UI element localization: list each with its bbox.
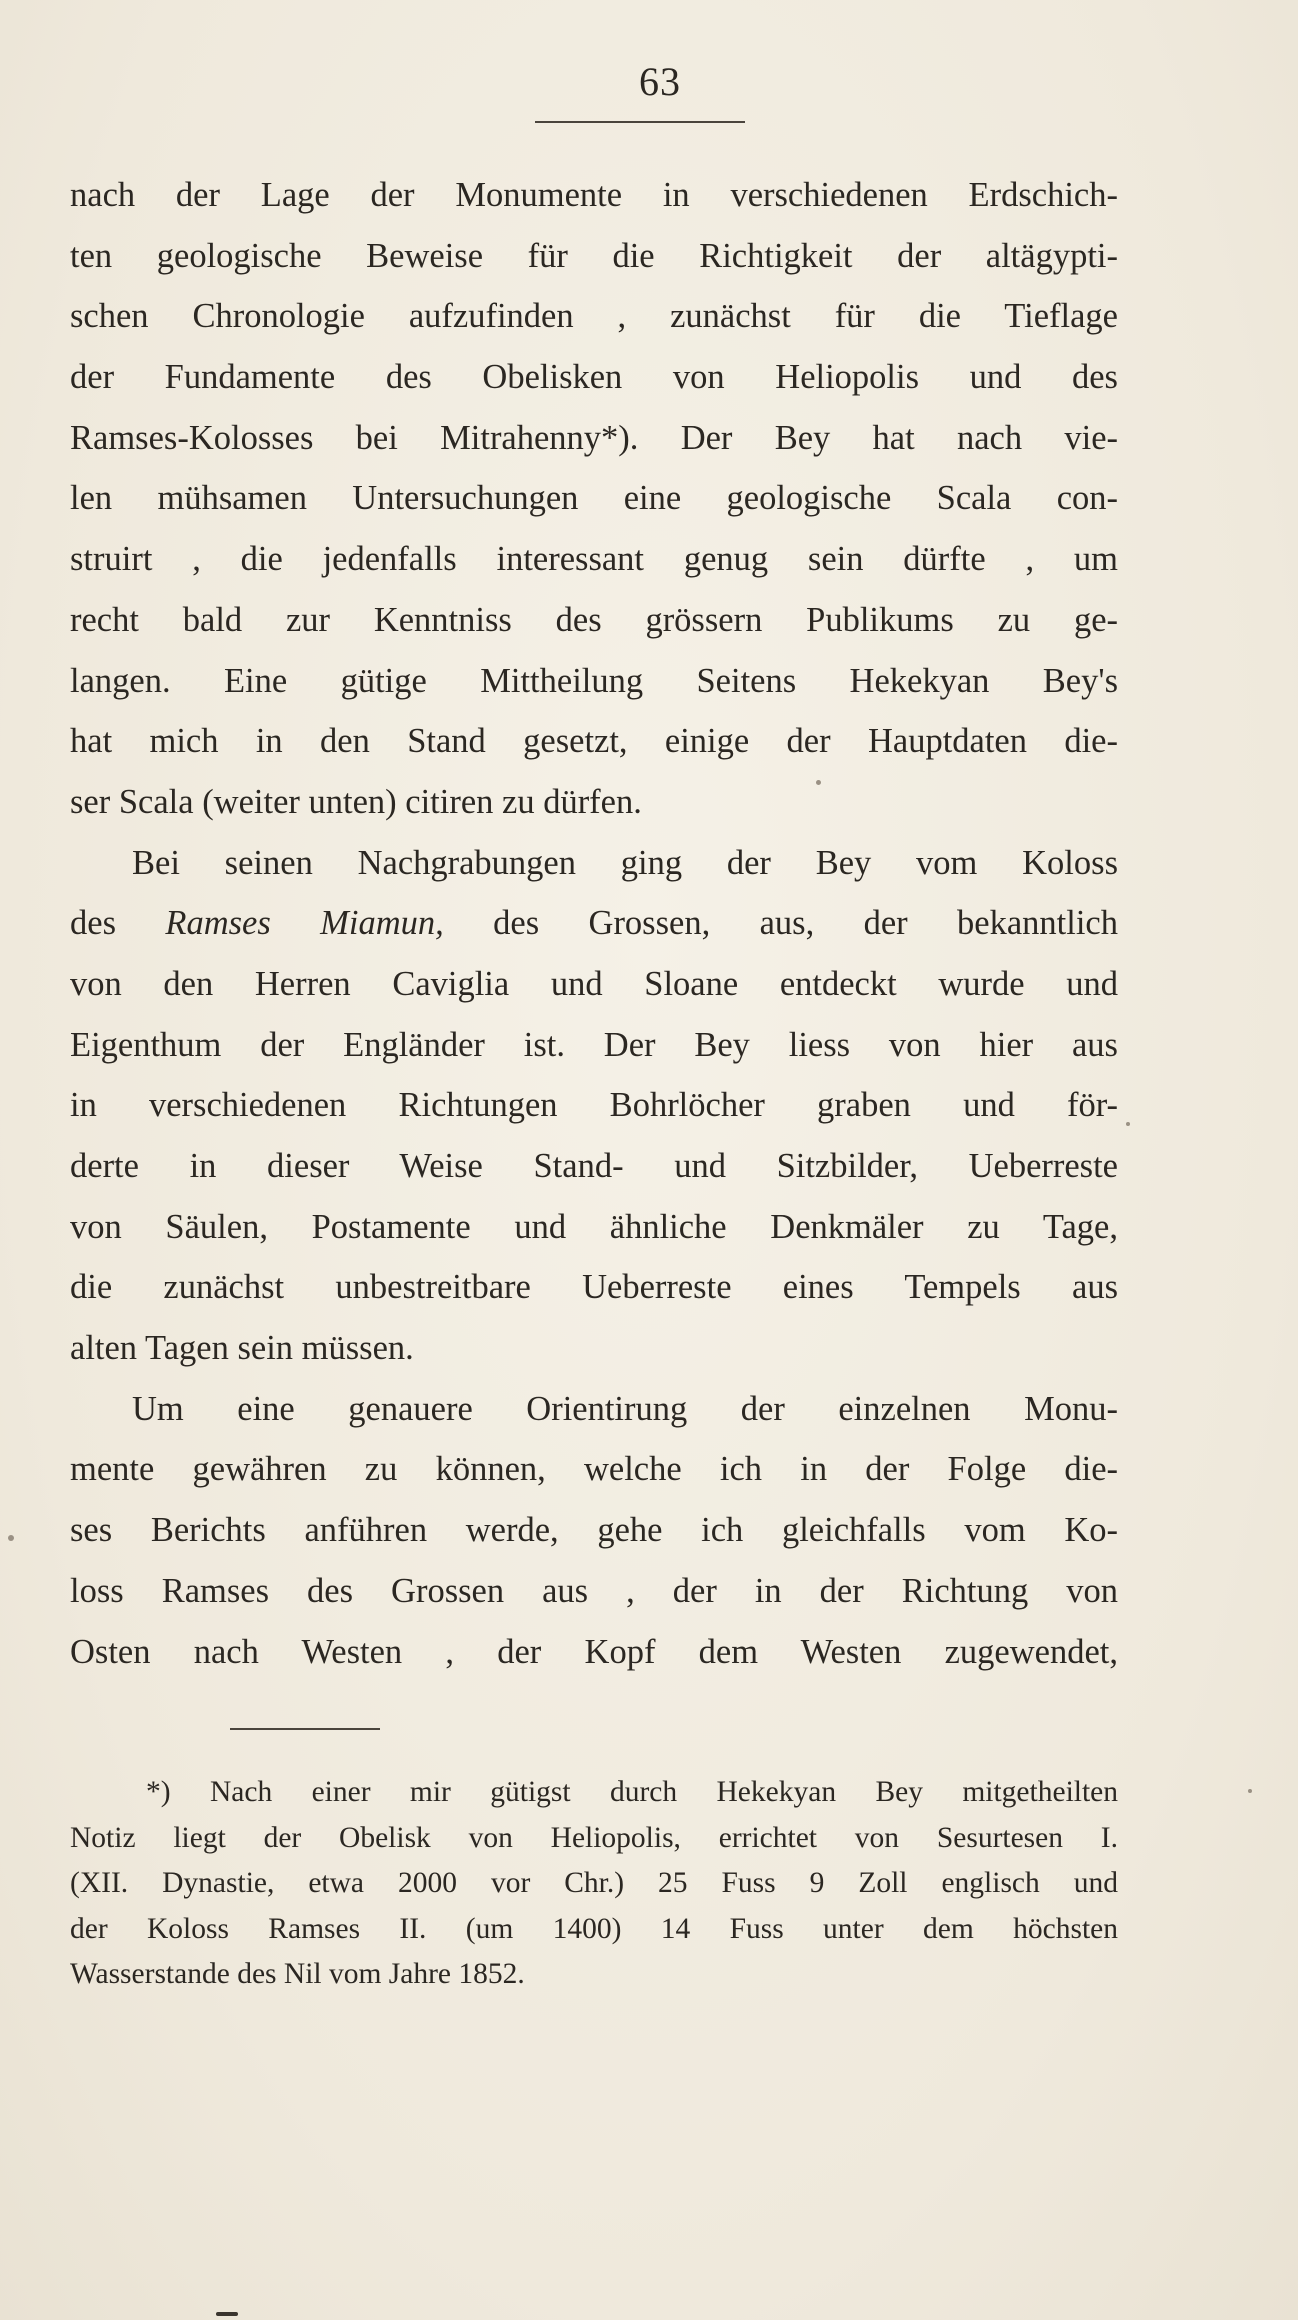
paper-speck [1126, 1122, 1130, 1126]
text-line: die zunächst unbestreitbare Ueberreste eines Tempels aus [70, 1268, 1118, 1307]
footnote-line: der Koloss Ramses II. (um 1400) 14 Fuss unter dem höchsten [70, 1912, 1118, 1945]
footnote-line: Notiz liegt der Obelisk von Heliopolis, errichtet von Sesurtesen I. [70, 1821, 1118, 1854]
header-rule [535, 121, 745, 123]
text-segment: des Grossen, aus, der bekanntlich [443, 904, 1118, 943]
text-line: in verschiedenen Richtungen Bohrlöcher graben und för- [70, 1086, 1118, 1125]
footnote-line: Wasserstande des Nil vom Jahre 1852. [70, 1958, 525, 1990]
text-line: langen. Eine gütige Mittheilung Seitens Hekekyan Bey's [70, 661, 1118, 700]
paper-speck [816, 780, 821, 785]
text-line: nach der Lage der Monumente in verschiedenen Erdschich- [70, 176, 1118, 214]
page-number: 63 [639, 59, 681, 104]
paper-speck [8, 1535, 14, 1541]
text-line: mente gewähren zu können, welche ich in der Folge die- [70, 1450, 1118, 1489]
text-line: derte in dieser Weise Stand- und Sitzbilder, Ueberreste [70, 1147, 1118, 1185]
text-line: alten Tagen sein müssen. [70, 1329, 414, 1368]
footnote-line: (XII. Dynastie, etwa 2000 vor Chr.) 25 Fuss 9 Zoll englisch und [70, 1867, 1118, 1899]
text-line: len mühsamen Untersuchungen eine geologische Scala con- [70, 479, 1118, 518]
text-line: ten geologische Beweise für die Richtigkeit der altägypti- [70, 236, 1118, 275]
footnote-line: *) Nach einer mir gütigst durch Hekekyan Bey mitgetheilten [146, 1776, 1118, 1808]
italic-name: Ramses Miamun, [165, 904, 444, 943]
paper-speck [216, 2312, 238, 2316]
main-text [70, 165, 1118, 1682]
text-line: Um eine genauere Orientirung der einzelnen Monu- [132, 1389, 1118, 1428]
text-line: ser Scala (weiter unten) citiren zu dürfen. [70, 782, 642, 821]
text-line: ses Berichts anführen werde, gehe ich gleichfalls vom Ko- [70, 1511, 1118, 1550]
text-line: Eigenthum der Engländer ist. Der Bey liess von hier aus [70, 1025, 1118, 1064]
text-line: loss Ramses des Grossen aus , der in der Richtung von [70, 1571, 1118, 1610]
paper-speck [1248, 1789, 1252, 1793]
text-line: struirt , die jedenfalls interessant genug sein dürfte , um [70, 540, 1118, 579]
text-line: Ramses-Kolosses bei Mitrahenny*). Der Bey hat nach vie- [70, 418, 1118, 457]
text-line: von den Herren Caviglia und Sloane entdeckt wurde und [70, 964, 1118, 1003]
text-line [70, 893, 1118, 954]
text-line: Bei seinen Nachgrabungen ging der Bey vom Koloss [132, 843, 1118, 882]
text-line: recht bald zur Kenntniss des grössern Publikums zu ge- [70, 600, 1118, 639]
text-line: schen Chronologie aufzufinden , zunächst für die Tieflage [70, 297, 1118, 336]
text-line: Osten nach Westen , der Kopf dem Westen zugewendet, [70, 1632, 1118, 1671]
footnote-rule [230, 1728, 380, 1730]
text-segment: des [70, 904, 166, 943]
text-line: von Säulen, Postamente und ähnliche Denkmäler zu Tage, [70, 1207, 1118, 1246]
footnote [70, 1770, 1118, 1998]
text-line: hat mich in den Stand gesetzt, einige der Hauptdaten die- [70, 722, 1118, 761]
text-line: der Fundamente des Obelisken von Heliopolis und des [70, 358, 1118, 397]
